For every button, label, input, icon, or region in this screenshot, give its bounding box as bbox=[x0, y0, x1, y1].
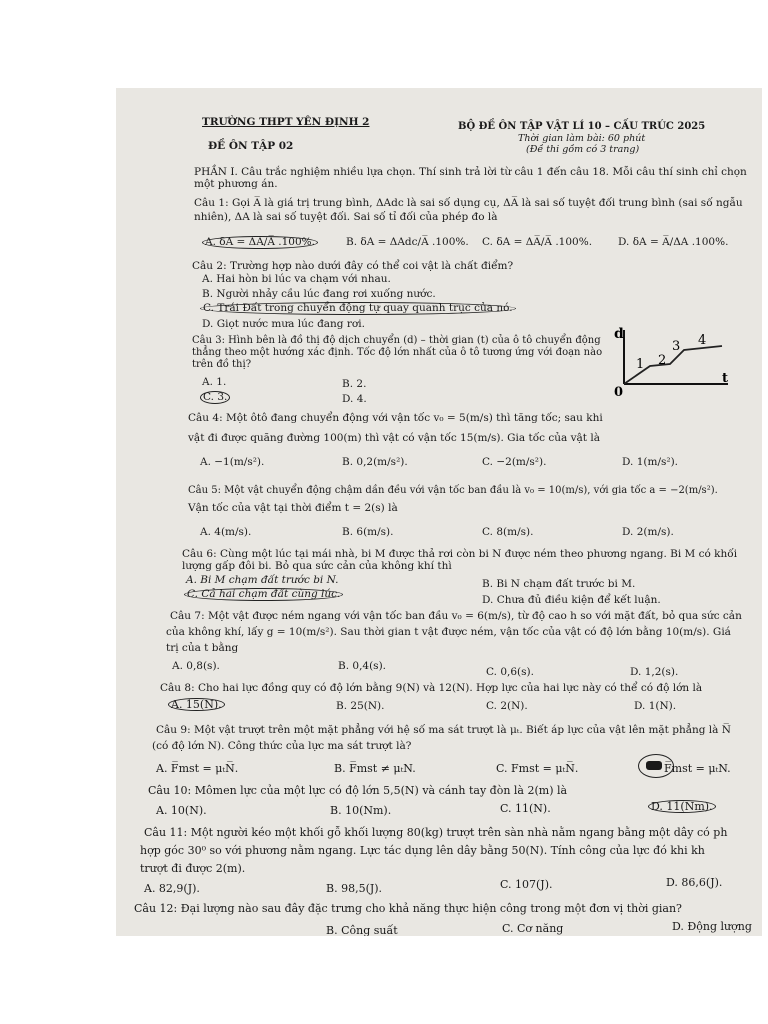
circled-answer-mark bbox=[200, 391, 230, 404]
q7-option-b: B. 0,4(s). bbox=[338, 660, 387, 672]
q3-option-b: B. 2. bbox=[342, 378, 367, 390]
q12-option-d: D. Động lượng bbox=[672, 920, 752, 933]
q9-option-c: C. Fmst = μₜN̅. bbox=[496, 762, 579, 775]
q7-stem-2: của không khí, lấy g = 10(m/s²). Sau thời gian t vật được ném, vận tốc của vật có độ lớn bằng 10(m/s). Giá bbox=[166, 626, 731, 638]
q1-option-c: C. δA = ΔA̅/A̅ .100%. bbox=[482, 236, 593, 248]
graph-label-origin: 0 bbox=[614, 385, 624, 400]
q10-option-a: A. 10(N). bbox=[156, 804, 207, 817]
graph-label-t: t bbox=[722, 371, 729, 386]
q3-option-a: A. 1. bbox=[202, 376, 227, 388]
q4-option-b: B. 0,2(m/s²). bbox=[342, 456, 408, 468]
q11-option-a: A. 82,9(J). bbox=[144, 882, 200, 895]
q5-option-b: B. 6(m/s). bbox=[342, 526, 394, 538]
q6-option-d: D. Chưa đủ điều kiện để kết luận. bbox=[482, 594, 661, 606]
q4-option-d: D. 1(m/s²). bbox=[622, 456, 679, 468]
review-title: ĐỀ ÔN TẬP 02 bbox=[208, 140, 294, 152]
q4-option-c: C. −2(m/s²). bbox=[482, 456, 547, 468]
q10-stem: Câu 10: Mômen lực của một lực có độ lớn 5,5(N) và cánh tay đòn là 2(m) là bbox=[148, 784, 568, 797]
q7-stem-3: trị của t bằng bbox=[166, 642, 239, 654]
q5-stem-2: Vận tốc của vật tại thời điểm t = 2(s) là bbox=[188, 502, 398, 514]
graph-label-seg2: 2 bbox=[658, 353, 667, 368]
q6-option-a: A. Bi M chạm đất trước bi N. bbox=[186, 574, 339, 586]
q12-option-c: C. Cơ năng bbox=[502, 922, 564, 935]
q1-option-a-text: A. δA = ΔA/A̅ .100%. bbox=[205, 236, 315, 248]
q9-option-d: F̅mst = μₜN. bbox=[664, 762, 731, 775]
q6-option-c-text: C. Cả hai chạm đất cùng lúc. bbox=[187, 588, 341, 600]
q4-stem-1: Câu 4: Một ôtô đang chuyển động với vận tốc v₀ = 5(m/s) thì tăng tốc; sau khi bbox=[188, 412, 603, 424]
q3-stem-2: thẳng theo một hướng xác định. Tốc độ lớn nhất của ô tô tương ứng với đoạn nào bbox=[192, 347, 603, 358]
q3-stem-1: Câu 3: Hình bên là đồ thị độ dịch chuyển (d) – thời gian (t) của ô tô chuyển động bbox=[192, 335, 601, 346]
circled-answer-mark bbox=[202, 236, 318, 249]
circled-answer-mark bbox=[184, 588, 343, 601]
q9-stem-1: Câu 9: Một vật trượt trên một mặt phẳng với hệ số ma sát trượt là μₜ. Biết áp lực của vật lên mặt phẳng là N̅ bbox=[156, 724, 731, 736]
q10-option-d-text: D. 11(Nm). bbox=[651, 800, 713, 813]
q11-stem-3: trượt đi được 2(m). bbox=[140, 862, 246, 875]
q8-option-c: C. 2(N). bbox=[486, 700, 528, 712]
q11-option-b: B. 98,5(J). bbox=[326, 882, 383, 895]
q3-option-c-text: C. 3. bbox=[203, 391, 228, 403]
graph-label-seg1: 1 bbox=[636, 357, 645, 372]
q4-stem-2: vật đi được quãng đường 100(m) thì vật có vận tốc 15(m/s). Gia tốc của vật là bbox=[188, 432, 600, 444]
q2-option-d: D. Giọt nước mưa lúc đang rơi. bbox=[202, 318, 365, 330]
exam-pages: (Đề thi gồm có 3 trang) bbox=[526, 144, 640, 155]
q10-option-b: B. 10(Nm). bbox=[330, 804, 392, 817]
graph-label-d: d bbox=[614, 326, 624, 342]
q1-option-d: D. δA = A̅/ΔA .100%. bbox=[618, 236, 729, 248]
q1-option-a bbox=[202, 236, 318, 249]
q11-stem-2: hợp góc 30⁰ so với phương nằm ngang. Lực tác dụng lên dây bằng 50(N). Tính công của lực đó khi kh bbox=[140, 844, 705, 857]
q8-option-a bbox=[168, 698, 225, 711]
q12-stem: Câu 12: Đại lượng nào sau đây đặc trưng cho khả năng thực hiện công trong một đơn vị thời gian? bbox=[134, 902, 682, 915]
q1-stem-1: Câu 1: Gọi A̅ là giá trị trung bình, ΔAdc là sai số dụng cụ, ΔA̅ là sai số tuyệt đối trung bình (sai số ngẫu bbox=[194, 197, 743, 209]
q3-option-d: D. 4. bbox=[342, 393, 367, 405]
q3-displacement-time-graph bbox=[610, 326, 760, 406]
q2-option-c bbox=[200, 302, 516, 315]
q6-stem-1: Câu 6: Cùng một lúc tại mái nhà, bi M được thả rơi còn bi N được ném theo phương ngang. Bi M có khối bbox=[182, 548, 738, 560]
q6-option-b: B. Bi N chạm đất trước bi M. bbox=[482, 578, 636, 590]
part1-instruction-1: PHẦN I. Câu trắc nghiệm nhiều lựa chọn. Thí sinh trả lời từ câu 1 đến câu 18. Mỗi câu thí sinh chỉ chọn bbox=[194, 166, 747, 178]
circled-answer-mark bbox=[168, 698, 225, 711]
q9-stem-2: (có độ lớn N). Công thức của lực ma sát trượt là? bbox=[152, 740, 412, 752]
circled-answer-mark bbox=[648, 800, 716, 813]
exam-time: Thời gian làm bài: 60 phút bbox=[518, 133, 646, 144]
scribble-mark bbox=[646, 761, 662, 770]
q9-option-a: A. F̅mst = μₜN̅. bbox=[156, 762, 239, 775]
q10-option-c: C. 11(N). bbox=[500, 802, 551, 815]
exam-paper bbox=[116, 88, 762, 936]
q1-option-b: B. δA = ΔAdc/A̅ .100%. bbox=[346, 236, 469, 248]
part1-instruction-2: một phương án. bbox=[194, 178, 278, 190]
q8-option-b: B. 25(N). bbox=[336, 700, 385, 712]
q6-stem-2: lượng gấp đôi bi. Bỏ qua sức cản của không khí thì bbox=[182, 560, 452, 572]
q3-stem-3: trên đồ thị? bbox=[192, 359, 252, 370]
q9-option-b: B. F̅mst ≠ μₜN. bbox=[334, 762, 416, 775]
q2-option-c-text: C. Trái Đất trong chuyển động tự quay quanh trục của nó. bbox=[203, 302, 513, 314]
q7-option-d: D. 1,2(s). bbox=[630, 666, 679, 678]
school-name: TRƯỜNG THPT YÊN ĐỊNH 2 bbox=[202, 116, 370, 128]
q1-stem-2: nhiên), ΔA là sai số tuyệt đối. Sai số tỉ đối của phép đo là bbox=[194, 211, 498, 223]
graph-label-seg4: 4 bbox=[698, 333, 707, 348]
q3-option-c bbox=[200, 391, 230, 404]
q7-option-c: C. 0,6(s). bbox=[486, 666, 534, 678]
q2-option-a: A. Hai hòn bi lúc va chạm với nhau. bbox=[202, 273, 391, 285]
q5-option-d: D. 2(m/s). bbox=[622, 526, 674, 538]
q10-option-d bbox=[648, 800, 716, 813]
q7-stem-1: Câu 7: Một vật được ném ngang với vận tốc ban đầu v₀ = 6(m/s), từ độ cao h so với mặt đất, bỏ qua sức cản bbox=[170, 610, 742, 622]
q11-stem-1: Câu 11: Một người kéo một khối gỗ khối lượng 80(kg) trượt trên sàn nhà nằm ngang bằng một dây có ph bbox=[144, 826, 728, 839]
q11-option-d: D. 86,6(J). bbox=[666, 876, 723, 889]
q7-option-a: A. 0,8(s). bbox=[172, 660, 220, 672]
q5-stem-1: Câu 5: Một vật chuyển động chậm dần đều với vận tốc ban đầu là v₀ = 10(m/s), với gia tốc a = −2(m/s²). bbox=[188, 485, 718, 496]
q5-option-a: A. 4(m/s). bbox=[200, 526, 252, 538]
q6-option-c bbox=[184, 588, 343, 601]
q2-option-b: B. Người nhảy cầu lúc đang rơi xuống nước. bbox=[202, 288, 436, 300]
q8-option-a-text: A. 15(N). bbox=[171, 698, 222, 711]
q8-option-d: D. 1(N). bbox=[634, 700, 677, 712]
q2-stem: Câu 2: Trường hợp nào dưới đây có thể coi vật là chất điểm? bbox=[192, 260, 514, 272]
q11-option-c: C. 107(J). bbox=[500, 878, 553, 891]
circled-answer-mark bbox=[200, 302, 516, 315]
q5-option-c: C. 8(m/s). bbox=[482, 526, 534, 538]
q12-option-b: B. Công suất bbox=[326, 924, 398, 936]
graph-label-seg3: 3 bbox=[672, 339, 681, 354]
exam-title: BỘ ĐỀ ÔN TẬP VẬT LÍ 10 – CẤU TRÚC 2025 bbox=[458, 121, 706, 132]
q8-stem: Câu 8: Cho hai lực đồng quy có độ lớn bằng 9(N) và 12(N). Hợp lực của hai lực này có thể có độ lớn là bbox=[160, 682, 703, 694]
q4-option-a: A. −1(m/s²). bbox=[200, 456, 265, 468]
